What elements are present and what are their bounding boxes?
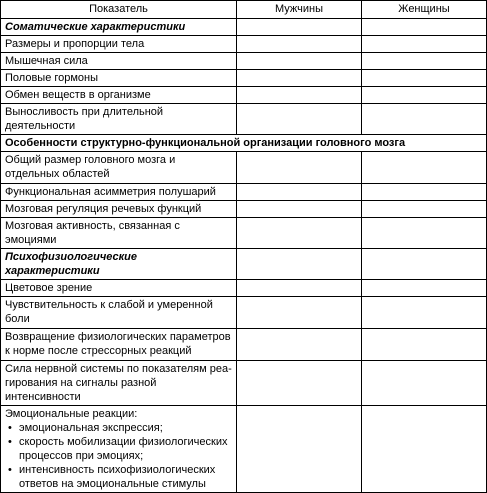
section-row	[1, 249, 487, 280]
men-cell	[237, 297, 362, 329]
indicator-cell: Мозговая активность, связанная с эмоциями	[1, 218, 237, 249]
women-cell	[362, 329, 487, 361]
women-cell	[362, 36, 487, 53]
table-row	[1, 53, 487, 70]
table-row	[1, 361, 487, 406]
indicator-cell: Чувствительность к слабой и умеренной боли	[1, 297, 237, 329]
list-item: • эмоциональная экспрессия;	[19, 421, 232, 435]
women-cell	[362, 218, 487, 249]
women-cell	[362, 87, 487, 104]
bullet-list	[5, 421, 232, 491]
men-cell	[237, 280, 362, 297]
women-cell	[362, 406, 487, 493]
women-cell	[362, 297, 487, 329]
men-cell	[237, 184, 362, 201]
men-cell	[237, 104, 362, 135]
indicator-cell: Мышечная сила	[1, 53, 237, 70]
women-cell	[362, 201, 487, 218]
men-cell	[237, 53, 362, 70]
table-row	[1, 280, 487, 297]
women-cell	[362, 70, 487, 87]
header-men: Мужчины	[237, 1, 362, 19]
indicator-cell: Общий размер головного мозга и отдельных областей	[1, 152, 237, 184]
section-row	[1, 19, 487, 36]
women-cell	[362, 19, 487, 36]
table-row	[1, 36, 487, 53]
header-row	[1, 1, 487, 19]
men-cell	[237, 19, 362, 36]
indicator-cell: Размеры и пропорции тела	[1, 36, 237, 53]
indicator-cell: Выносливость при длительной деятельности	[1, 104, 237, 135]
section-title: Психофизиологические характеристики	[1, 249, 237, 280]
indicator-cell	[1, 406, 237, 493]
list-label: Эмоциональные реакции:	[5, 408, 138, 420]
header-indicator: Показатель	[1, 1, 237, 19]
indicator-cell: Функциональная асимметрия полушарий	[1, 184, 237, 201]
women-cell	[362, 104, 487, 135]
women-cell	[362, 280, 487, 297]
table-row	[1, 406, 487, 493]
women-cell	[362, 184, 487, 201]
indicator-cell: Половые гормоны	[1, 70, 237, 87]
table-row	[1, 184, 487, 201]
men-cell	[237, 249, 362, 280]
men-cell	[237, 152, 362, 184]
indicator-cell: Возвращение физиологических параметров к норме после стрессорных реакций	[1, 329, 237, 361]
indicator-cell: Сила нервной системы по показателям реа-гирования на сигналы разной интенсивности	[1, 361, 237, 406]
table-row	[1, 218, 487, 249]
indicator-cell: Цветовое зрение	[1, 280, 237, 297]
women-cell	[362, 361, 487, 406]
indicator-cell: Мозговая регуляция речевых функций	[1, 201, 237, 218]
women-cell	[362, 152, 487, 184]
section-title: Особенности структурно-функциональной организации головного мозга	[1, 135, 487, 152]
men-cell	[237, 361, 362, 406]
men-cell	[237, 87, 362, 104]
table-row	[1, 87, 487, 104]
table-row	[1, 70, 487, 87]
men-cell	[237, 218, 362, 249]
men-cell	[237, 329, 362, 361]
men-cell	[237, 406, 362, 493]
women-cell	[362, 249, 487, 280]
list-item: • интенсивность психофизиологических ответов на эмоциональные стимулы	[19, 463, 232, 491]
table-row	[1, 201, 487, 218]
women-cell	[362, 53, 487, 70]
table-row	[1, 152, 487, 184]
section-title: Соматические характеристики	[1, 19, 237, 36]
section-row	[1, 135, 487, 152]
table-row	[1, 329, 487, 361]
table-row	[1, 297, 487, 329]
indicator-cell: Обмен веществ в организме	[1, 87, 237, 104]
table-row	[1, 104, 487, 135]
men-cell	[237, 201, 362, 218]
men-cell	[237, 70, 362, 87]
men-cell	[237, 36, 362, 53]
header-women: Женщины	[362, 1, 487, 19]
list-item: • скорость мобилизации физиологических процессов при эмоциях;	[19, 435, 232, 463]
